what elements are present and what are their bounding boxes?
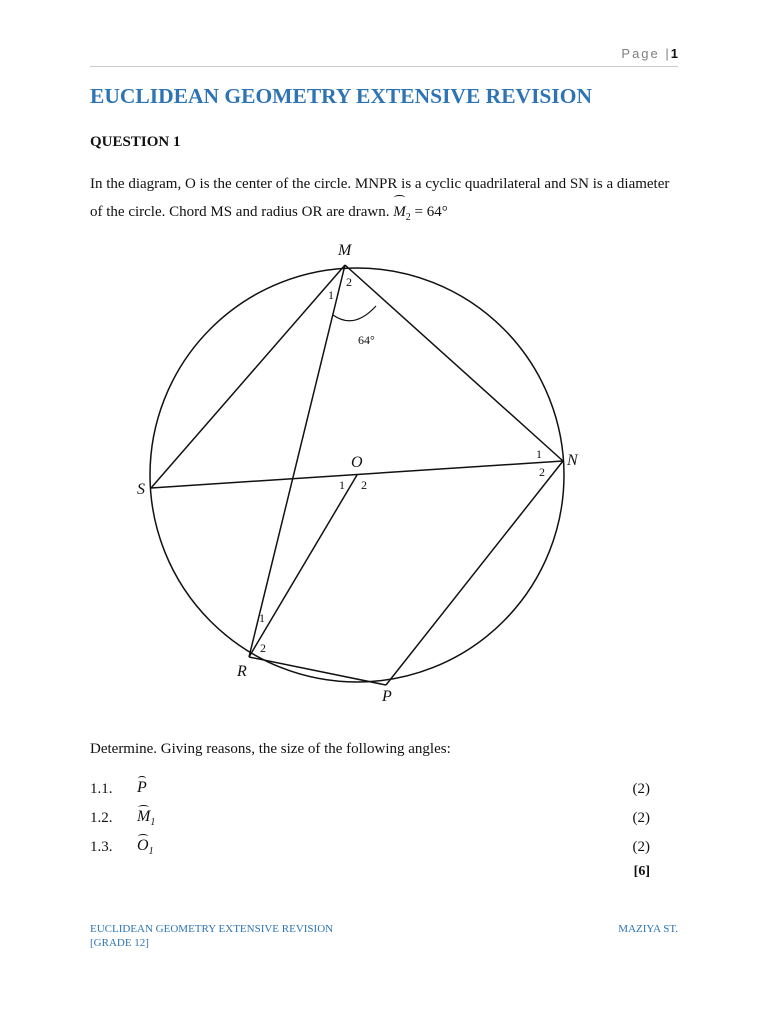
question-item: 1.2. $M_1$ (2)	[90, 808, 650, 829]
angle-label-N1: 1	[536, 447, 542, 461]
label-M: M	[338, 242, 352, 259]
angle-symbol: $M_1$	[137, 808, 156, 829]
page-footer	[90, 922, 678, 950]
side-PR	[249, 657, 386, 685]
angle-label-M1: 1	[328, 288, 334, 302]
label-N: N	[567, 452, 578, 469]
question-intro: In the diagram, O is the center of the circle. MNPR is a cyclic quadrilateral and SN is a diameter of the circle. Chord MS and radius OR are drawn. $M_2 = 64^\circ$	[90, 170, 690, 232]
angle-label-R1: 1	[259, 611, 265, 625]
footer-grade: [GRADE 12]	[90, 937, 149, 949]
angle-label-O2: 2	[361, 478, 367, 492]
marks: (2)	[632, 810, 650, 826]
side-RM	[249, 265, 345, 657]
angle-symbol: $O_1$	[137, 837, 154, 858]
angle-label-M2: 2	[346, 275, 352, 289]
marks: (2)	[632, 839, 650, 855]
question-item: 1.1. P (2)	[90, 779, 650, 797]
total-marks: [6]	[633, 864, 650, 879]
marks: (2)	[632, 781, 650, 797]
side-NP	[386, 461, 563, 685]
angle-label-N2: 2	[539, 465, 545, 479]
question-item: 1.3. $O_1$ (2)	[90, 837, 650, 858]
angle-label-64: 64°	[358, 333, 375, 347]
label-R: R	[237, 663, 247, 680]
angle-label-R2: 2	[260, 641, 266, 655]
label-S: S	[137, 481, 145, 498]
given-angle-symbol: M	[393, 198, 406, 226]
label-P: P	[382, 688, 392, 705]
footer-author: MAZIYA ST.	[618, 923, 678, 935]
instructions: Determine. Giving reasons, the size of the following angles:	[90, 741, 451, 757]
angle-symbol: P	[137, 779, 147, 796]
question-heading: QUESTION 1	[90, 134, 181, 150]
page-number: Page |1	[621, 46, 678, 61]
radius-OR	[249, 475, 357, 657]
angle-arc-M2	[333, 306, 376, 321]
document-title: EUCLIDEAN GEOMETRY EXTENSIVE REVISION	[90, 84, 593, 108]
angle-label-O1: 1	[339, 478, 345, 492]
footer-title: EUCLIDEAN GEOMETRY EXTENSIVE REVISION	[90, 923, 334, 935]
label-O: O	[351, 454, 363, 471]
